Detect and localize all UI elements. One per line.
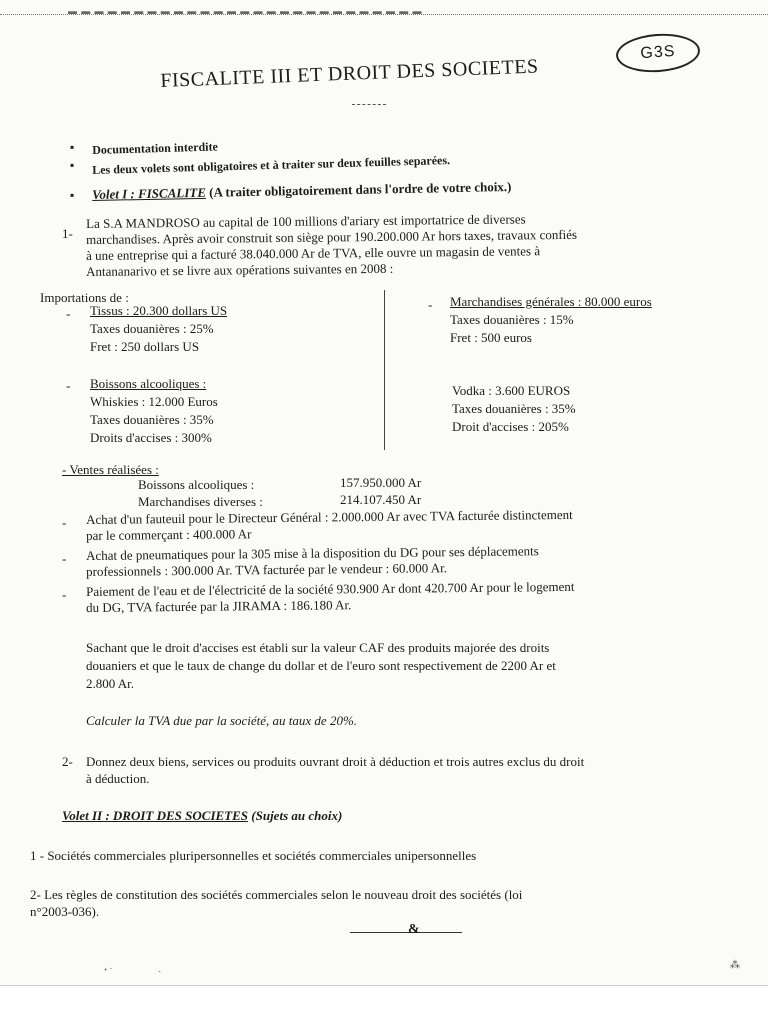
bullet-icon: ▪ (70, 140, 75, 154)
ventes-row-1-label: Boissons alcooliques : (138, 477, 255, 492)
end-separator (350, 932, 462, 933)
dash-marker: - (62, 551, 67, 566)
operation-3-line-2: du DG, TVA facturée par la JIRAMA : 186.180 Ar. (86, 597, 352, 615)
operation-3-line-1: Paiement de l'eau et de l'électricité de la société 930.900 Ar dont 420.700 Ar pour le logement (86, 578, 575, 599)
instruction-1: Documentation interdite (92, 139, 219, 157)
sachant-line-1: Sachant que le droit d'accises est établi sur la valeur CAF des produits majorée des droits (86, 640, 550, 655)
bullet-icon: ▪ (70, 158, 75, 172)
dash-marker: - (62, 587, 67, 602)
bullet-icon: ▪ (70, 188, 75, 202)
ventes-row-2-label: Marchandises diverses : (138, 494, 263, 509)
intro-line-4: Antananarivo et se livre aux opérations suivantes en 2008 : (86, 260, 394, 279)
dash-marker: - (66, 306, 71, 321)
marchandises-block (450, 294, 652, 346)
boissons-line-1: Whiskies : 12.000 Euros (90, 394, 218, 409)
volet1-heading-note: (A traiter obligatoirement dans l'ordre de votre choix.) (209, 178, 512, 200)
dash-marker: - (66, 378, 71, 393)
volet2-heading-note: (Sujets au choix) (251, 808, 343, 823)
page-title: FISCALITE III ET DROIT DES SOCIETES (160, 55, 539, 92)
calculer-instruction: Calculer la TVA due par la société, au taux de 20%. (86, 713, 358, 728)
ventes-row-1-value: 157.950.000 Ar (340, 475, 422, 490)
tissus-title: Tissus : 20.300 dollars US (90, 303, 228, 318)
boissons-line-3: Droits d'accises : 300% (90, 430, 212, 445)
question-2-line-2: à déduction. (86, 771, 150, 786)
volet1-heading: Volet I : FISCALITE (92, 184, 207, 202)
tissus-block (90, 303, 227, 355)
dash-marker: - (428, 297, 433, 312)
dash-marker: - (62, 515, 67, 530)
operation-1-line-1: Achat d'un fauteuil pour le Directeur Général : 2.000.000 Ar avec TVA facturée distinctement (86, 506, 573, 527)
top-scan-noise: ▬ ▬ ▬ ▬ ▬ ▬ ▬ ▬ ▬ ▬ ▬ ▬ ▬ ▬ ▬ ▬ ▬ ▬ ▬ ▬ ▬ ▬ ▬ ▬ ▬ ▬ ▬ (68, 6, 423, 16)
operation-1-line-2: par le commerçant : 400.000 Ar (86, 526, 252, 543)
title-underline (352, 104, 386, 105)
marchandises-line-1: Taxes douanières : 15% (450, 312, 574, 327)
instruction-2: Les deux volets sont obligatoires et à traiter sur deux feuilles separées. (92, 153, 451, 177)
sachant-line-2: douaniers et que le taux de change du dollar et de l'euro sont respectivement de 2200 Ar et (86, 658, 556, 673)
scan-speck: ˏ (158, 962, 162, 973)
question-2-number: 2- (62, 754, 73, 769)
intro-line-3: à une entreprise qui a facturé 38.040.000 Ar de TVA, elle ouvre un magasin de ventes à (86, 243, 541, 263)
ventes-label: - Ventes réalisées : (62, 462, 159, 477)
operation-2-line-2: professionnels : 300.000 Ar. TVA facturée par le vendeur : 60.000 Ar. (86, 560, 448, 579)
scan-speck: ⁂ (730, 960, 740, 971)
question-1-number: 1- (62, 226, 73, 241)
intro-line-2: marchandises. Après avoir construit son siège pour 190.200.000 Ar hors taxes, travaux confiés (86, 226, 578, 247)
volet2-item-1: 1 - Sociétés commerciales pluripersonnelles et sociétés commerciales unipersonnelles (30, 848, 477, 863)
marchandises-title: Marchandises générales : 80.000 euros (450, 294, 652, 309)
ventes-row-2-value: 214.107.450 Ar (340, 492, 422, 507)
vodka-line-3: Droit d'accises : 205% (452, 419, 569, 434)
tissus-line-1: Taxes douanières : 25% (90, 321, 214, 336)
intro-line-1: La S.A MANDROSO au capital de 100 millions d'ariary est importatrice de diverses (86, 211, 526, 231)
marchandises-line-2: Fret : 500 euros (450, 330, 532, 345)
boissons-title: Boissons alcooliques : (90, 376, 207, 391)
class-badge: G3S (615, 31, 701, 75)
operation-2-line-1: Achat de pneumatiques pour la 305 mise à la disposition du DG pour ses déplacements (86, 543, 539, 563)
scan-speck: ꞏ ˑ (104, 965, 113, 976)
sachant-line-3: 2.800 Ar. (86, 676, 135, 691)
volet2-heading: Volet II : DROIT DES SOCIETES (62, 808, 249, 823)
vodka-line-1: Vodka : 3.600 EUROS (452, 383, 571, 398)
importations-label: Importations de : (40, 290, 129, 305)
vodka-line-2: Taxes douanières : 35% (452, 401, 576, 416)
volet2-item-2-cont: n°2003-036). (30, 904, 100, 919)
volet2-heading-row (62, 808, 342, 824)
volet2-item-2: 2- Les règles de constitution des sociétés commerciales selon le nouveau droit des sociétés (loi (30, 887, 523, 902)
tissus-line-2: Fret : 250 dollars US (90, 339, 200, 354)
boissons-block (90, 376, 218, 446)
end-separator-mark: & (408, 922, 420, 937)
vodka-block (452, 383, 576, 435)
question-2-line-1: Donnez deux biens, services ou produits ouvrant droit à déduction et trois autres exclus du droit (86, 754, 585, 769)
boissons-line-2: Taxes douanières : 35% (90, 412, 214, 427)
volet1-heading-row (92, 179, 512, 203)
column-divider (384, 290, 385, 450)
